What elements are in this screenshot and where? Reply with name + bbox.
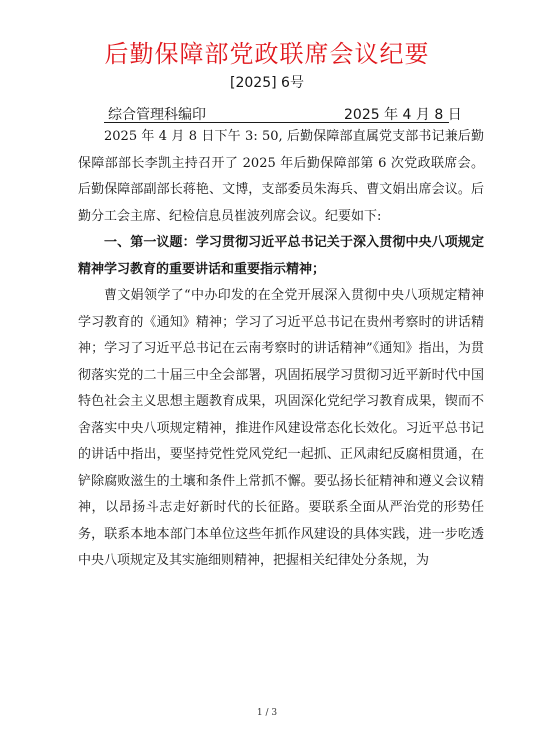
paragraph-intro: 2025 年 4 月 8 日下午 3: 50, 后勤保障部直属党支部书记兼后勤保障部部长李凯主持召开了 2025 年后勤保障部第 6 次党政联席会。后勤保障部副部长蒋艳、文博，支部委员朱海兵、曹文娟出席会议。后勤分工会主席、纪检信息员崔波列席会议。纪要如下:: [78, 129, 484, 224]
document-title: 后勤保障部党政联席会议纪要: [104, 40, 430, 68]
issue-date: 2025 年 4 月 8 日: [344, 107, 462, 123]
document-number: [2025] 6号: [230, 75, 304, 91]
paragraph-study-content: 曹文娟领学了“中办印发的在全党开展深入贯彻中央八项规定精神学习教育的《通知》精神；学习了习近平总书记在贵州考察时的讲话精神；学习了习近平总书记在云南考察时的讲话精神”《通知》指出，为贯彻落实党的二十届三中全会部署，巩固拓展学习贯彻习近平新时代中国特色社会主义思想主题教育成果，巩固深化党纪学习教育成果，锲而不舍落实中央八项规定精神，推进作风建设常态化长效化。习近平总书记的讲话中指出，要坚持党性党风党纪一起抓、正风肃纪反腐相贯通，在铲除腐败滋生的土壤和条件上常抓不懈。要弘扬长征精神和遵义会议精神，以昂扬斗志走好新时代的长征路。要联系全面从严治党的形势任务，联系本地本部门本单位这些年抓作风建设的具体实践，进一步吃透中央八项规定及其实施细则精神，把握相关纪律处分条规，为: [78, 288, 484, 568]
agenda-item-heading: 一、第一议题：学习贯彻习近平总书记关于深入贯彻中央八项规定精神学习教育的重要讲话和重要指示精神；: [78, 235, 484, 277]
header-divider: [104, 122, 449, 123]
issuer-label: 综合管理科编印: [108, 107, 206, 123]
page-number: 1 / 3: [256, 708, 278, 718]
document-body: [78, 124, 484, 575]
